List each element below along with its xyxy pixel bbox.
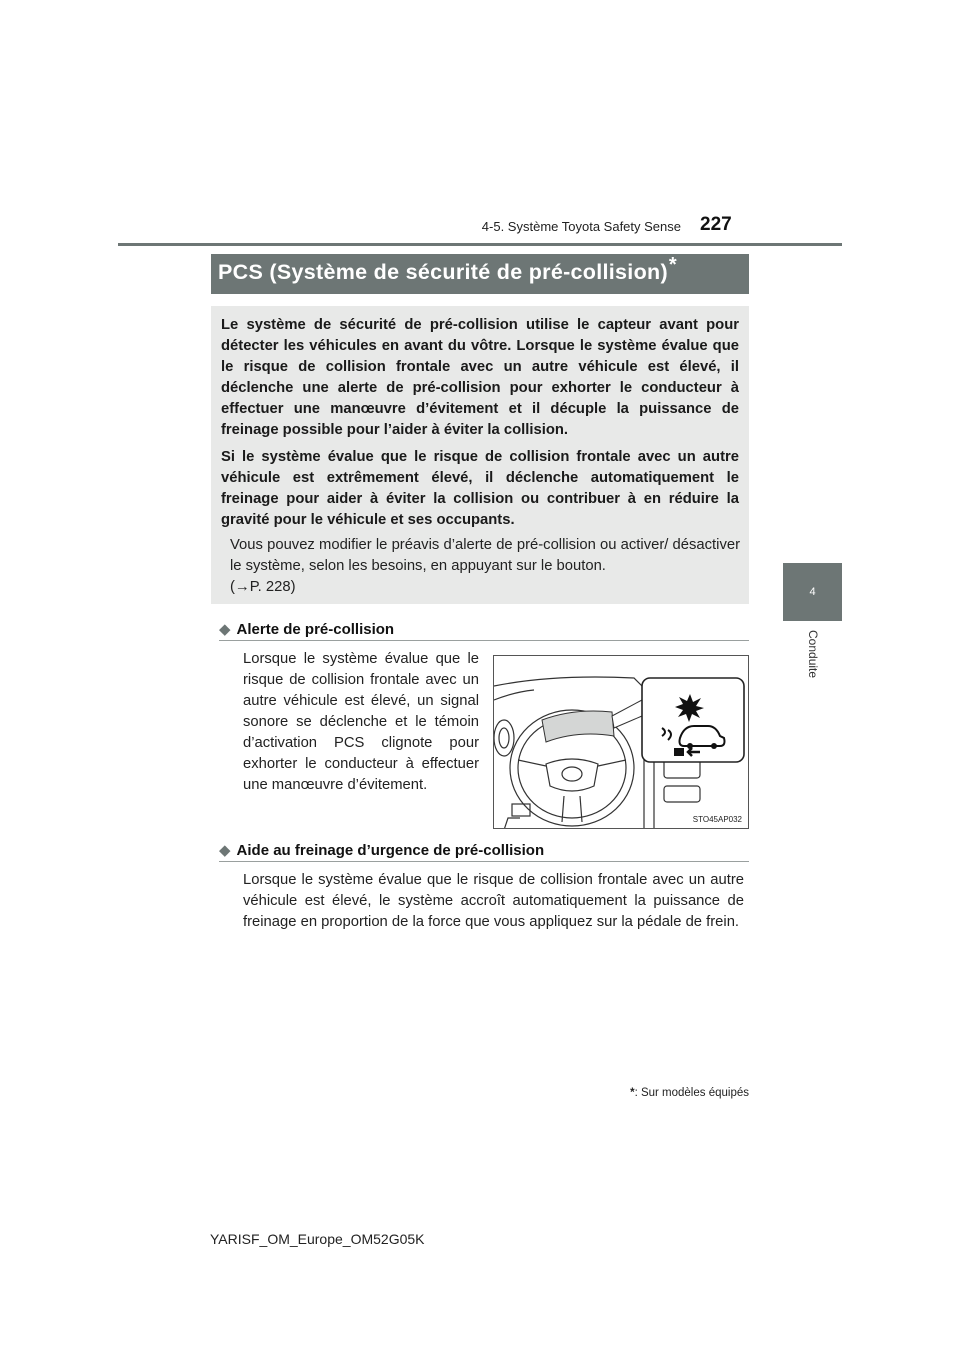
section-heading-alert-text: Alerte de pré-collision bbox=[236, 621, 395, 638]
dashboard-drawing bbox=[494, 656, 749, 829]
section-divider bbox=[219, 640, 749, 641]
section-title bbox=[218, 254, 677, 285]
chapter-tab: 4 bbox=[783, 563, 842, 621]
footnote bbox=[540, 1087, 749, 1099]
intro-note-text: Vous pouvez modifier le préavis d’alerte de pré-collision ou activer/ désactiver le système, selon les besoins, en appuyant sur le bouton. bbox=[230, 537, 740, 574]
document-id: YARISF_OM_Europe_OM52G05K bbox=[210, 1231, 425, 1247]
diamond-bullet-icon: ◆ bbox=[219, 842, 231, 859]
section-heading-alert bbox=[219, 620, 394, 638]
illustration-code: STO45AP032 bbox=[692, 815, 742, 824]
header-divider bbox=[118, 243, 842, 246]
page-reference-link[interactable]: (→P. 228) bbox=[230, 579, 296, 595]
section-heading-brake-assist bbox=[219, 841, 544, 859]
footnote-text: : Sur modèles équipés bbox=[634, 1087, 749, 1099]
section-title-text: PCS (Système de sécurité de pré-collision) bbox=[218, 260, 668, 284]
chapter-header: 4-5. Système Toyota Safety Sense bbox=[481, 219, 681, 234]
section-heading-brake-assist-text: Aide au freinage d’urgence de pré-collision bbox=[236, 842, 545, 859]
dashboard-illustration bbox=[493, 655, 749, 829]
intro-paragraph-2: Si le système évalue que le risque de collision frontale avec un autre véhicule est extrêmement élevé, il déclenche automatiquement le freinage pour aider à éviter la collision ou contribuer à en réduire la gravité pour le véhicule et ses occupants. bbox=[221, 449, 739, 528]
alert-description: Lorsque le système évalue que le risque de collision frontale avec un autre véhicule est élevé, un signal sonore se déclenche et le témoin d’activation PCS clignote pour exhorter le conducteur à effectuer une manœuvre d’évitement. bbox=[243, 651, 479, 793]
intro-note bbox=[230, 535, 740, 598]
equipped-marker-icon: * bbox=[668, 254, 677, 276]
section-divider bbox=[219, 861, 749, 862]
brake-assist-description: Lorsque le système évalue que le risque de collision frontale avec un autre véhicule est élevé, le système accroît automatiquement la puissance de freinage en proportion de la force que vous appliquez sur la pédale de frein. bbox=[243, 872, 744, 930]
chapter-tab-label bbox=[783, 630, 842, 710]
intro-paragraph-1: Le système de sécurité de pré-collision utilise le capteur avant pour détecter les véhicules en avant du vôtre. Lorsque le système évalue que le risque de collision frontale avec un autre véhicule est élevé, il déclenche une alerte de pré-collision pour exhorter le conducteur à effectuer une manœuvre d’évitement et il décuple la puissance de freinage possible pour l’aider à éviter la collision. bbox=[221, 317, 739, 438]
chapter-tab-label-text: Conduite bbox=[805, 630, 820, 679]
page-number: 227 bbox=[700, 214, 732, 235]
footnote-marker-icon: * bbox=[630, 1087, 635, 1099]
diamond-bullet-icon: ◆ bbox=[219, 621, 231, 638]
